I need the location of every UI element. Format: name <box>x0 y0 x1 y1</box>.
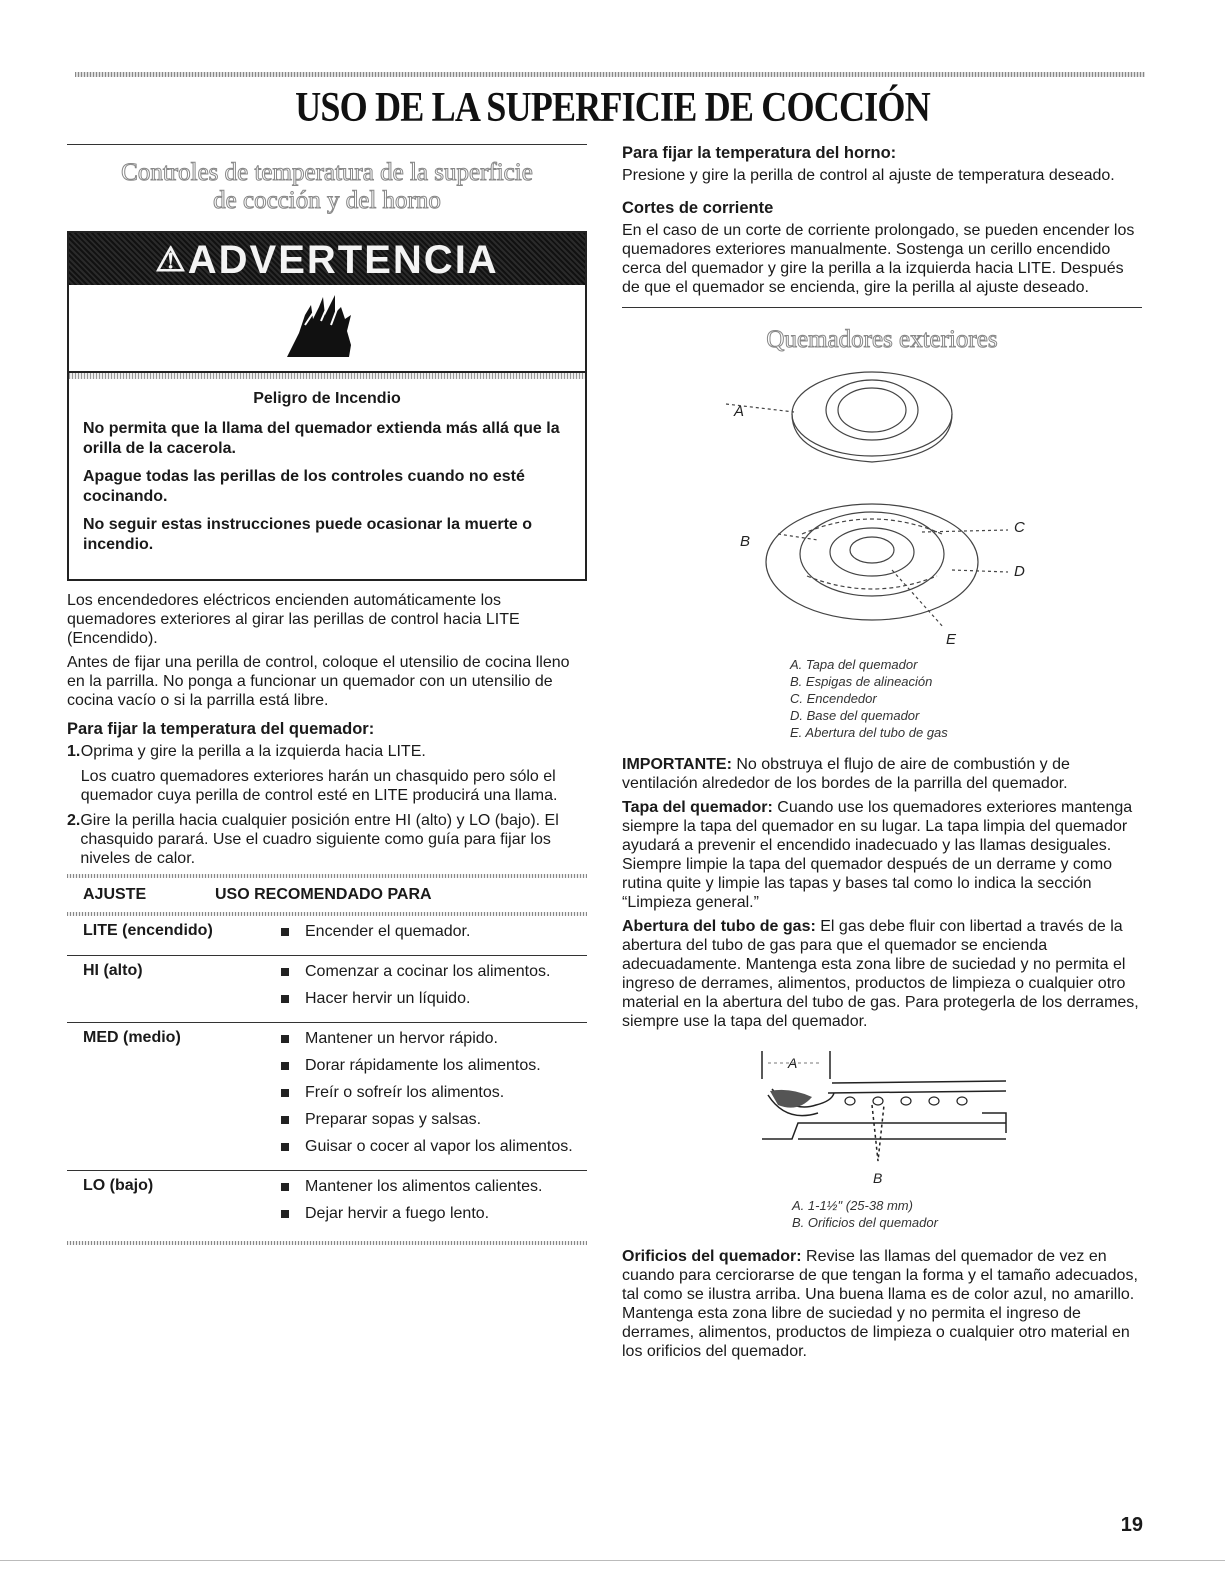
use-text: Freír o sofreír los alimentos. <box>305 1084 505 1101</box>
step-1 <box>67 742 587 811</box>
bullet-icon <box>281 928 289 936</box>
label-e: E <box>946 631 957 648</box>
top-rule <box>75 72 1145 77</box>
burner-illustration <box>622 364 1142 654</box>
cap-paragraph <box>622 798 1142 912</box>
step-text: Los cuatro quemadores exteriores harán un chasquido pero sólo el quemador cuya perilla de control esté en LITE producirá una llama. <box>80 768 558 804</box>
section-rule <box>67 144 587 145</box>
flame-diagram <box>622 1043 1142 1193</box>
setting-uses <box>263 956 587 1023</box>
bullet-icon <box>281 1035 289 1043</box>
table-row <box>67 956 587 1023</box>
setting-name: MED (medio) <box>67 1023 263 1171</box>
settings-table-body <box>67 916 587 1237</box>
gas-label: Abertura del tubo de gas: <box>622 918 816 935</box>
use-item <box>279 1110 587 1129</box>
step-2 <box>67 811 587 874</box>
use-item <box>279 1056 587 1075</box>
label-a: A <box>788 1055 798 1071</box>
bullet-icon <box>281 968 289 976</box>
setting-uses <box>263 1171 587 1238</box>
power-outage-text: En el caso de un corte de corriente prolongado, se pueden encender los quemadores exteriores manualmente. Sostenga un cerillo encendido cerca del quemador y gire la perilla a la izquierda hacia LITE. Después de que el quemador se encienda, gire la perilla al ajuste deseado. <box>622 222 1135 296</box>
use-text: Guisar o cocer al vapor los alimentos. <box>305 1138 573 1155</box>
intro-paragraph: Los encendedores eléctricos encienden automáticamente los quemadores exteriores al girar las perillas de control hacia LITE (Encendido). <box>67 592 520 647</box>
table-row <box>67 1023 587 1171</box>
important-text: No obstruya el flujo de aire de combustión y de ventilación alrededor de los bordes de la parrilla del quemador. <box>622 756 1070 792</box>
burner-diagram <box>622 364 1142 654</box>
use-text: Preparar sopas y salsas. <box>305 1111 482 1128</box>
use-item <box>279 922 587 941</box>
setting-name: LITE (encendido) <box>67 916 263 956</box>
use-item <box>279 1177 587 1196</box>
use-text: Encender el quemador. <box>305 923 471 940</box>
table-row <box>67 1171 587 1238</box>
use-text: Mantener los alimentos calientes. <box>305 1178 543 1195</box>
warning-triangle-icon: ⚠ <box>155 241 188 279</box>
warning-text <box>69 379 585 579</box>
use-item <box>279 1204 587 1223</box>
warning-line: No seguir estas instrucciones puede ocasionar la muerte o incendio. <box>83 516 533 553</box>
label-b: B <box>873 1170 883 1186</box>
step-text: Oprima y gire la perilla a la izquierda hacia LITE. <box>80 743 426 760</box>
cap-text: Cuando use los quemadores exteriores mantenga siempre la tapa del quemador en su lugar. La tapa limpia del quemador ayudará a prevenir el encendido inadecuado y las llamas desiguales. Siempre limpie la tapa del quemador después de un derrame y como rutina quite y limpie las tapas y bases tal como lo indica la sección “Limpieza general.” <box>622 799 1133 911</box>
caption: B. Espigas de alineación <box>790 674 933 689</box>
use-text: Comenzar a cocinar los alimentos. <box>305 963 551 980</box>
use-text: Dejar hervir a fuego lento. <box>305 1205 490 1222</box>
table-row <box>67 916 587 956</box>
label-a: A <box>734 403 745 420</box>
flame-illustration <box>622 1043 1142 1193</box>
power-outage-heading: Cortes de corriente <box>622 199 774 217</box>
burner-temp-heading: Para fijar la temperatura del quemador: <box>67 720 375 738</box>
use-text: Dorar rápidamente los alimentos. <box>305 1057 541 1074</box>
settings-table <box>67 878 587 912</box>
burners-title: Quemadores exteriores <box>766 326 998 353</box>
cap-label: Tapa del quemador: <box>622 799 773 816</box>
bullet-icon <box>281 1116 289 1124</box>
caption: A. 1-1½" (25-38 mm) <box>792 1198 913 1213</box>
orifice-paragraph <box>622 1247 1142 1361</box>
label-b: B <box>740 533 751 550</box>
bullet-icon <box>281 995 289 1003</box>
section-title: Controles de temperatura de la superficie de cocción y del horno <box>121 159 533 214</box>
bullet-icon <box>281 1183 289 1191</box>
caption: B. Orificios del quemador <box>792 1215 938 1230</box>
bottom-rule <box>0 1560 1225 1561</box>
pan-paragraph: Antes de fijar una perilla de control, coloque el utensilio de cocina lleno en la parrilla. No ponga a funcionar un quemador con un utensilio de cocina vacío o si la parrilla está libre. <box>67 654 570 709</box>
caption: C. Encendedor <box>790 691 877 706</box>
orifice-label: Orificios del quemador: <box>622 1248 802 1265</box>
warning-line: Apague todas las perillas de los controles cuando no esté cocinando. <box>83 468 525 505</box>
warning-box <box>67 231 587 581</box>
step-text: Gire la perilla hacia cualquier posición entre HI (alto) y LO (bajo). El chasquido parará. Use el cuadro siguiente como guía para fijar los niveles de calor. <box>80 812 559 867</box>
use-item <box>279 1029 587 1048</box>
important-paragraph <box>622 755 1142 793</box>
setting-uses <box>263 1023 587 1171</box>
setting-uses <box>263 916 587 956</box>
setting-name: HI (alto) <box>67 956 263 1023</box>
page-title: USO DE LA SUPERFICIE DE COCCIÓN <box>295 85 930 131</box>
table-header-setting: AJUSTE <box>83 886 147 903</box>
oven-temp-heading: Para fijar la temperatura del horno: <box>622 144 897 162</box>
warning-banner <box>69 233 585 285</box>
orifice-text: Revise las llamas del quemador de vez en cuando para cerciorarse de que tengan la forma y el tamaño adecuados, tal como se ilustra arriba. Una buena llama es de color azul, no amarillo. Mantenga esta zona libre de suciedad y no permita el ingreso de derrames, alimentos, productos de limpieza o cualquier otro material en los orificios del quemador. <box>622 1248 1138 1360</box>
use-item <box>279 1137 587 1156</box>
warning-heading: Peligro de Incendio <box>253 390 401 407</box>
label-d: D <box>1014 563 1025 580</box>
caption: D. Base del quemador <box>790 708 920 723</box>
setting-name: LO (bajo) <box>83 1177 154 1194</box>
oven-temp-text: Presione y gire la perilla de control al ajuste de temperatura deseado. <box>622 167 1115 184</box>
use-item <box>279 1083 587 1102</box>
fire-icon <box>69 285 589 371</box>
gas-paragraph <box>622 917 1142 1031</box>
bullet-icon <box>281 1210 289 1218</box>
warning-banner-text: ADVERTENCIA <box>187 238 499 282</box>
warning-line: No permita que la llama del quemador extienda más allá que la orilla de la cacerola. <box>83 420 560 457</box>
bullet-icon <box>281 1062 289 1070</box>
bullet-icon <box>281 1089 289 1097</box>
important-label: IMPORTANTE: <box>622 756 732 773</box>
step-number: 2. <box>67 812 81 829</box>
table-bottom-rule <box>67 1241 587 1245</box>
use-item <box>279 989 587 1008</box>
gas-text: El gas debe fluir con libertad a través de la abertura del tubo de gas para que el quemador se encienda adecuadamente. Mantenga esta zona libre de suciedad y no permita el ingreso de derrames, alimentos, productos de limpieza o cualquier otro material en la abertura del tubo de gas. Para protegerla de los derrames, siempre use la tapa del quemador. <box>622 918 1139 1030</box>
caption: E. Abertura del tubo de gas <box>790 725 948 740</box>
use-text: Hacer hervir un líquido. <box>305 990 471 1007</box>
flame-captions <box>622 1197 1142 1231</box>
page-number: 19 <box>1120 1514 1143 1536</box>
label-c: C <box>1014 519 1025 536</box>
right-column <box>622 144 1142 1366</box>
warning-pictogram <box>69 285 585 373</box>
step-number: 1. <box>67 743 81 760</box>
table-header-use: USO RECOMENDADO PARA <box>214 886 432 903</box>
caption: A. Tapa del quemador <box>790 657 918 672</box>
burner-captions <box>622 656 1142 741</box>
left-column <box>67 144 587 1245</box>
section-rule <box>622 307 1142 308</box>
bullet-icon <box>281 1143 289 1151</box>
use-text: Mantener un hervor rápido. <box>305 1030 498 1047</box>
use-item <box>279 962 587 981</box>
